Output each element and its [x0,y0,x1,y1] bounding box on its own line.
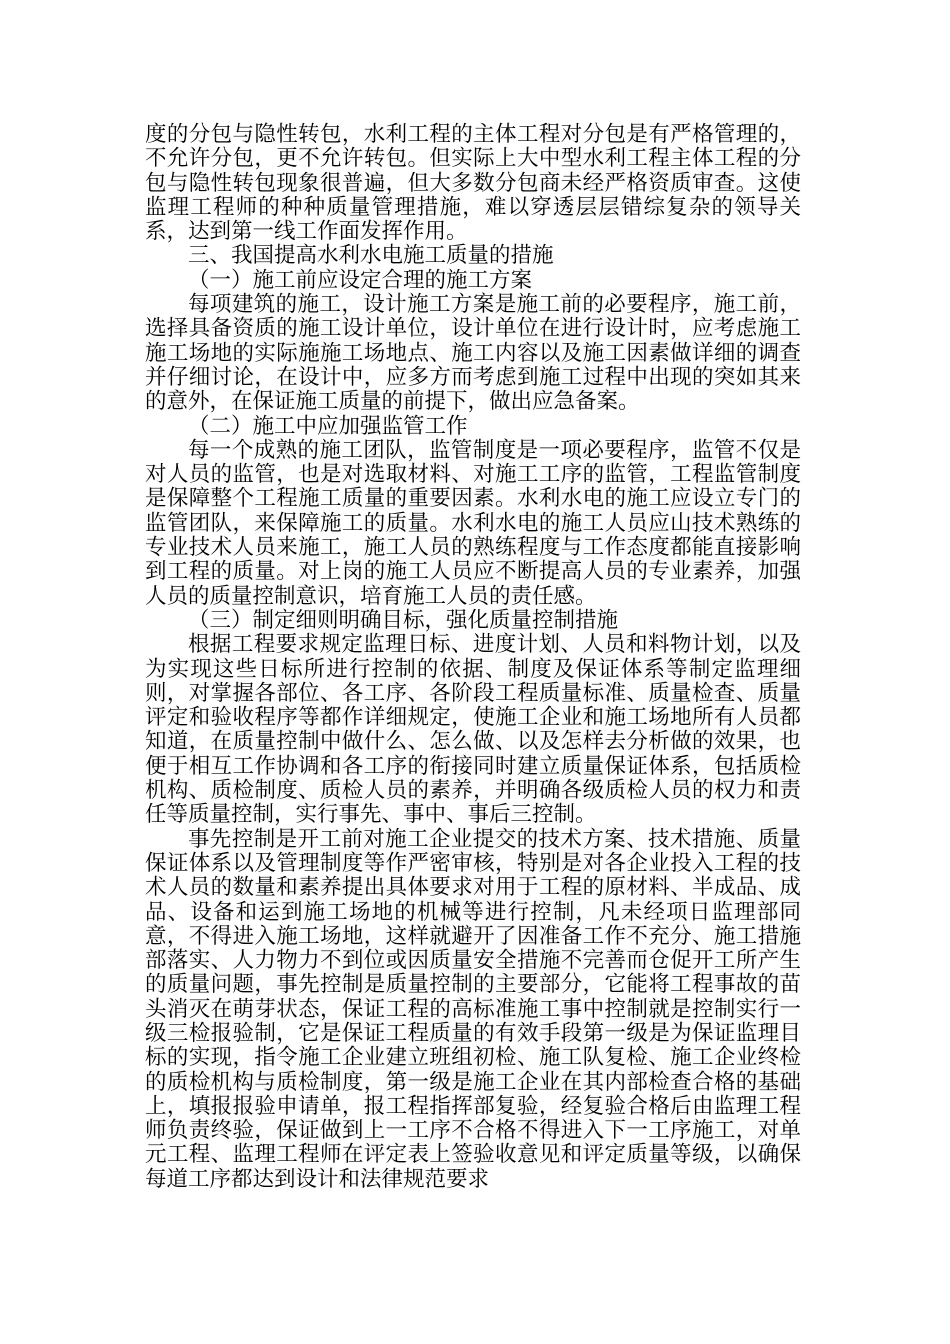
body-paragraph-3: 根据工程要求规定监理日标、进度计划、人员和料物计划，以及为实现这些日标所进行控制的依据、制度及保证体系等制定监理细则，对掌握各部位、各工序、各阶段工程质量标准、质量检查、质量评定和验收程序等都作详细规定，使施工企业和施工场地所有人员都知道，在质量控制中做什么、怎么做、以及怎样去分析做的效果，也便于相互工作协调和各工序的衔接同时建立质量保证体系，包括质检机构、质检制度、质检人员的素养，并明确各级质检人员的权力和责任等质量控制，实行事先、事中、事后三控制。 [145,632,801,828]
document-page [145,123,801,1192]
body-paragraph-2: 每一个成熟的施工团队，监管制度是一项必要程序，监管不仅是对人员的监管，也是对选取材料、对施工工序的监管，工程监管制度是保障整个工程施工质量的重要因素。水利水电的施工应设立专门的监管团队，来保障施工的质量。水利水电的施工人员应山技术熟练的专业技术人员来施工，施工人员的熟练程度与工作态度都能直接影响到工程的质量。对上岗的施工人员应不断提高人员的专业素养，加强人员的质量控制意识，培育施工人员的责任感。 [145,437,801,609]
body-paragraph-4: 事先控制是开工前对施工企业提交的技术方案、技术措施、质量保证体系以及管理制度等作严密审核，特别是对各企业投入工程的技术人员的数量和素养提出具体要求对用于工程的原材料、半成品、成品、设备和运到施工场地的机械等进行控制，凡未经项日监理部同意，不得进入施工场地，这样就避开了因准备工作不充分、施工措施部落实、人力物力不到位或因质量安全措施不完善而仓促开工所产生的质量问题，事先控制是质量控制的主要部分，它能将工程事故的苗头消灭在萌芽状态，保证工程的高标准施工事中控制就是控制实行一级三检报验制，它是保证工程质量的有效手段第一级是为保证监理目标的实现，指令施工企业建立班组初检、施工队复检、施工企业终检的质检机构与质检制度，第一级是施工企业在其内部检查合格的基础上，填报报验申请单，报工程指挥部复验，经复验合格后由监理工程师负责终验，保证做到上一工序不合格不得进入下一工序施工，对单元工程、监理工程师在评定表上签验收意见和评定质量等级，以确保每道工序都达到设计和法律规范要求 [145,826,801,1192]
body-paragraph-1: 每项建筑的施工，设计施工方案是施工前的必要程序，施工前，选择具备资质的施工设计单位，设计单位在进行设计时，应考虑施工施工场地的实际施施工场地点、施工内容以及施工因素做详细的调查并仔细讨论，在设计中，应多方而考虑到施工过程中出现的突如其来的意外，在保证施工质量的前提下，做出应急备案。 [145,292,801,415]
subsection-heading-1: （一）施工前应设定合理的施工方案 [188,267,533,293]
subsection-heading-2: （二）施工中应加强监管工作 [188,413,468,439]
subsection-heading-3: （三）制定细则明确目标，强化质量控制措施 [188,607,619,633]
section-heading: 三、我国提高水利水电施工质量的措施 [188,243,554,269]
paragraph-continuation: 度的分包与隐性转包，水利工程的主体工程对分包是有严格管理的，不允许分包，更不允许转包。但实际上大中型水利工程主体工程的分包与隐性转包现象很普遍，但大多数分包商未经严格资质审查。这使监理工程师的种种质量管理措施，难以穿透层层错综复杂的领导关系，达到第一线工作面发挥作用。 [145,122,801,245]
